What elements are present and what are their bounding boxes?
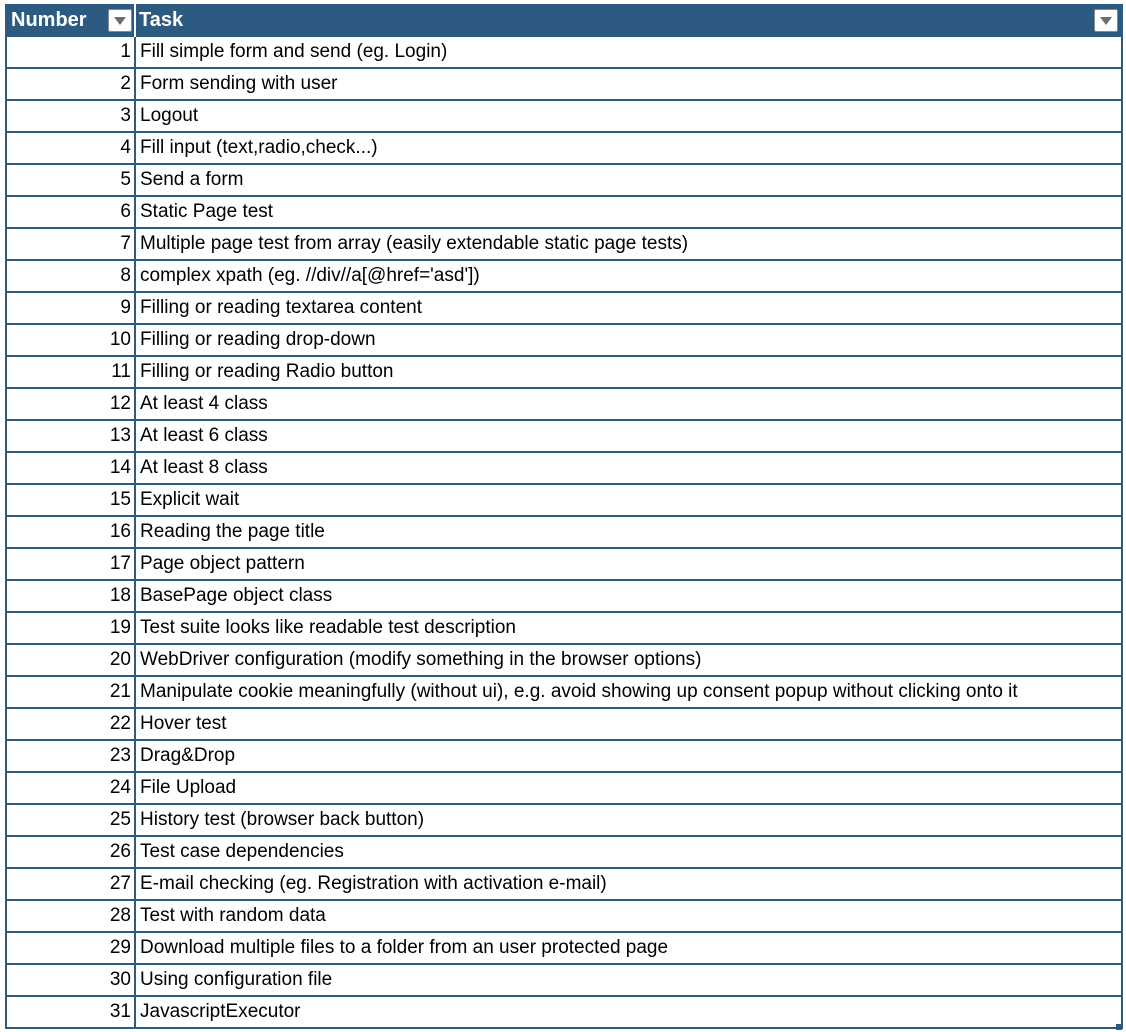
table-row[interactable] <box>7 133 1121 165</box>
cell-number[interactable]: 1 <box>7 37 136 67</box>
cell-task[interactable]: Using configuration file <box>140 969 333 990</box>
cell-number[interactable]: 23 <box>7 741 136 771</box>
table-row[interactable] <box>7 741 1121 773</box>
dropdown-arrow-icon <box>1099 16 1113 26</box>
table-header <box>7 4 1121 37</box>
cell-number[interactable]: 19 <box>7 613 136 643</box>
cell-task[interactable]: Filling or reading drop-down <box>140 329 376 350</box>
table-row[interactable] <box>7 773 1121 805</box>
cell-number[interactable]: 7 <box>7 229 136 259</box>
cell-task[interactable]: At least 8 class <box>140 457 268 478</box>
table-row[interactable] <box>7 613 1121 645</box>
header-number-label: Number <box>11 9 87 31</box>
cell-number[interactable]: 25 <box>7 805 136 835</box>
table-row[interactable] <box>7 453 1121 485</box>
cell-task[interactable]: Test case dependencies <box>140 841 344 862</box>
table-row[interactable] <box>7 805 1121 837</box>
header-task-label: Task <box>139 9 184 31</box>
cell-number[interactable]: 16 <box>7 517 136 547</box>
cell-task[interactable]: BasePage object class <box>140 585 333 606</box>
table-row[interactable] <box>7 933 1121 965</box>
cell-task[interactable]: Fill simple form and send (eg. Login) <box>140 41 448 62</box>
cell-task[interactable]: Filling or reading Radio button <box>140 361 394 382</box>
table-row[interactable] <box>7 229 1121 261</box>
table-row[interactable] <box>7 293 1121 325</box>
header-task[interactable] <box>136 4 1121 37</box>
table-row[interactable] <box>7 325 1121 357</box>
cell-task[interactable]: complex xpath (eg. //div//a[@href='asd']) <box>140 265 480 286</box>
cell-number[interactable]: 11 <box>7 357 136 387</box>
table-body <box>7 37 1121 1029</box>
header-number[interactable] <box>7 4 136 37</box>
cell-number[interactable]: 22 <box>7 709 136 739</box>
cell-number[interactable]: 24 <box>7 773 136 803</box>
cell-task[interactable]: Form sending with user <box>140 73 338 94</box>
table-row[interactable] <box>7 549 1121 581</box>
cell-number[interactable]: 13 <box>7 421 136 451</box>
cell-task[interactable]: Manipulate cookie meaningfully (without ui), e.g. avoid showing up consent popup without clicking onto it <box>140 681 1018 702</box>
table-row[interactable] <box>7 645 1121 677</box>
table-row[interactable] <box>7 101 1121 133</box>
table-row[interactable] <box>7 165 1121 197</box>
cell-number[interactable]: 8 <box>7 261 136 291</box>
cell-number[interactable]: 15 <box>7 485 136 515</box>
table-row[interactable] <box>7 261 1121 293</box>
cell-task[interactable]: Download multiple files to a folder from an user protected page <box>140 937 669 958</box>
table-row[interactable] <box>7 389 1121 421</box>
table-row[interactable] <box>7 69 1121 101</box>
table-row[interactable] <box>7 965 1121 997</box>
cell-task[interactable]: At least 4 class <box>140 393 268 414</box>
table-row[interactable] <box>7 677 1121 709</box>
cell-number[interactable]: 17 <box>7 549 136 579</box>
number-filter-button[interactable] <box>108 9 132 32</box>
cell-number[interactable]: 31 <box>7 997 136 1027</box>
cell-task[interactable]: History test (browser back button) <box>140 809 425 830</box>
cell-task[interactable]: Static Page test <box>140 201 274 222</box>
cell-task[interactable]: Reading the page title <box>140 521 325 542</box>
cell-task[interactable]: File Upload <box>140 777 237 798</box>
cell-number[interactable]: 5 <box>7 165 136 195</box>
cell-task[interactable]: Fill input (text,radio,check...) <box>140 137 378 158</box>
cell-task[interactable]: Test suite looks like readable test description <box>140 617 516 638</box>
cell-task[interactable]: Page object pattern <box>140 553 305 574</box>
table-row[interactable] <box>7 709 1121 741</box>
cell-task[interactable]: Drag&Drop <box>140 745 236 766</box>
table-row[interactable] <box>7 901 1121 933</box>
cell-number[interactable]: 6 <box>7 197 136 227</box>
table-resize-handle[interactable] <box>1116 1024 1122 1030</box>
cell-number[interactable]: 27 <box>7 869 136 899</box>
cell-number[interactable]: 26 <box>7 837 136 867</box>
cell-number[interactable]: 12 <box>7 389 136 419</box>
cell-task[interactable]: WebDriver configuration (modify something in the browser options) <box>140 649 702 670</box>
task-filter-button[interactable] <box>1094 9 1118 32</box>
table-row[interactable] <box>7 357 1121 389</box>
cell-task[interactable]: Send a form <box>140 169 244 190</box>
table-row[interactable] <box>7 421 1121 453</box>
table-row[interactable] <box>7 837 1121 869</box>
cell-number[interactable]: 29 <box>7 933 136 963</box>
cell-task[interactable]: Filling or reading textarea content <box>140 297 422 318</box>
cell-number[interactable]: 28 <box>7 901 136 931</box>
cell-task[interactable]: Explicit wait <box>140 489 240 510</box>
cell-number[interactable]: 18 <box>7 581 136 611</box>
cell-task[interactable]: E-mail checking (eg. Registration with activation e-mail) <box>140 873 607 894</box>
cell-number[interactable]: 3 <box>7 101 136 131</box>
cell-number[interactable]: 14 <box>7 453 136 483</box>
cell-number[interactable]: 2 <box>7 69 136 99</box>
table-row[interactable] <box>7 485 1121 517</box>
cell-number[interactable]: 20 <box>7 645 136 675</box>
cell-number[interactable]: 30 <box>7 965 136 995</box>
cell-task[interactable]: Test with random data <box>140 905 326 926</box>
cell-number[interactable]: 4 <box>7 133 136 163</box>
cell-number[interactable]: 21 <box>7 677 136 707</box>
table-row[interactable] <box>7 197 1121 229</box>
cell-task[interactable]: At least 6 class <box>140 425 268 446</box>
cell-number[interactable]: 10 <box>7 325 136 355</box>
cell-number[interactable]: 9 <box>7 293 136 323</box>
table-row[interactable] <box>7 997 1121 1029</box>
table-row[interactable] <box>7 869 1121 901</box>
cell-task[interactable]: Hover test <box>140 713 227 734</box>
dropdown-arrow-icon <box>113 16 127 26</box>
table-row[interactable] <box>7 581 1121 613</box>
table-row[interactable] <box>7 37 1121 69</box>
cell-task[interactable]: JavascriptExecutor <box>140 1001 301 1022</box>
cell-task[interactable]: Logout <box>140 105 199 126</box>
cell-task[interactable]: Multiple page test from array (easily extendable static page tests) <box>140 233 689 254</box>
table-row[interactable] <box>7 517 1121 549</box>
task-table <box>5 4 1123 1029</box>
